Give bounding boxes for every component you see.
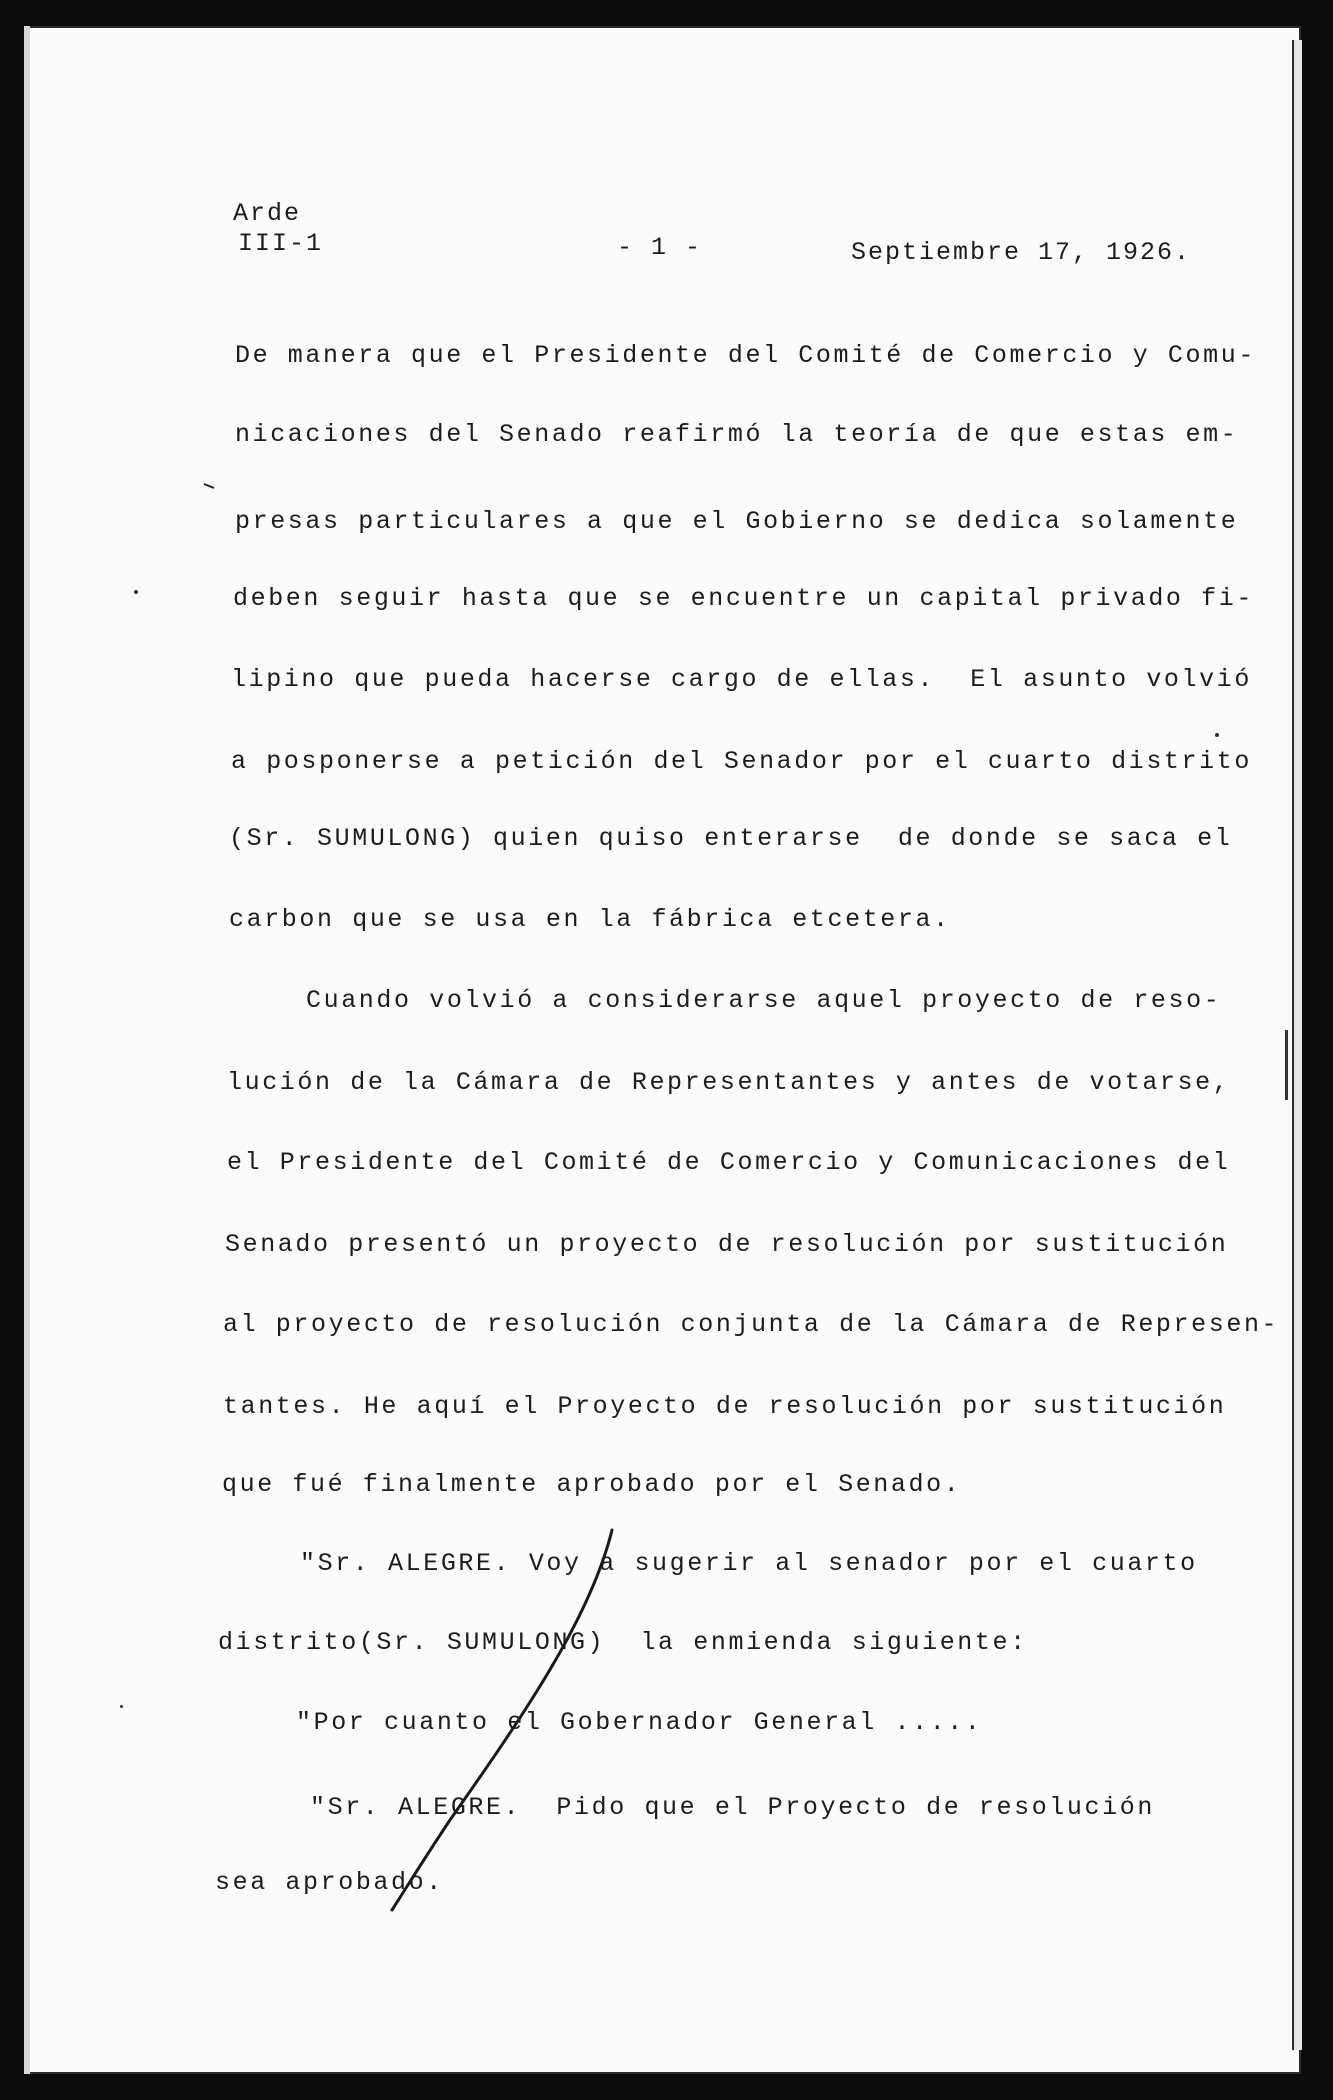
body-line: lución de la Cámara de Representantes y antes de votarse, [227, 1068, 1231, 1097]
quote-line: sea aprobado. [215, 1868, 444, 1897]
body-line: tantes. He aquí el Proyecto de resolución por sustitución [223, 1392, 1227, 1421]
margin-speck [1215, 733, 1219, 737]
quote-line: distrito(Sr. SUMULONG) la enmienda siguiente: [218, 1628, 1028, 1657]
body-line: Senado presentó un proyecto de resolución por sustitución [225, 1230, 1229, 1259]
body-line: al proyecto de resolución conjunta de la Cámara de Represen- [223, 1310, 1280, 1339]
page-number: - 1 - [617, 233, 703, 262]
document-date: Septiembre 17, 1926. [851, 238, 1192, 267]
reference-code-line2: III-1 [238, 229, 324, 258]
body-line: que fué finalmente aprobado por el Senado. [222, 1470, 962, 1499]
quote-line: "Por cuanto el Gobernador General ..... [296, 1708, 983, 1737]
margin-speck [134, 590, 138, 594]
body-line: (Sr. SUMULONG) quien quiso enterarse de donde se saca el [229, 824, 1233, 853]
paper-sheet [24, 26, 1301, 2074]
body-line: lipino que pueda hacerse cargo de ellas. El asunto volvió [231, 665, 1252, 694]
body-line: De manera que el Presidente del Comité de Comercio y Comu- [235, 341, 1256, 370]
body-line: deben seguir hasta que se encuentre un capital privado fi- [233, 584, 1254, 613]
quote-line: "Sr. ALEGRE. Voy a sugerir al senador por el cuarto [300, 1549, 1198, 1578]
reference-code-line1: Arde [233, 199, 302, 228]
paper-right-edge [1292, 40, 1302, 2050]
margin-speck [120, 1705, 123, 1708]
body-line: el Presidente del Comité de Comercio y Comunicaciones del [227, 1148, 1231, 1177]
body-line: a posponerse a petición del Senador por el cuarto distrito [231, 747, 1252, 776]
margin-speck [1285, 1030, 1288, 1100]
body-line: presas particulares a que el Gobierno se dedica solamente [235, 507, 1239, 536]
body-line: nicaciones del Senado reafirmó la teoría de que estas em- [235, 420, 1239, 449]
body-line: carbon que se usa en la fábrica etcetera. [229, 905, 951, 934]
body-line: Cuando volvió a considerarse aquel proyecto de reso- [306, 986, 1222, 1015]
paper-left-edge [24, 26, 30, 2074]
quote-line: "Sr. ALEGRE. Pido que el Proyecto de resolución [310, 1793, 1155, 1822]
